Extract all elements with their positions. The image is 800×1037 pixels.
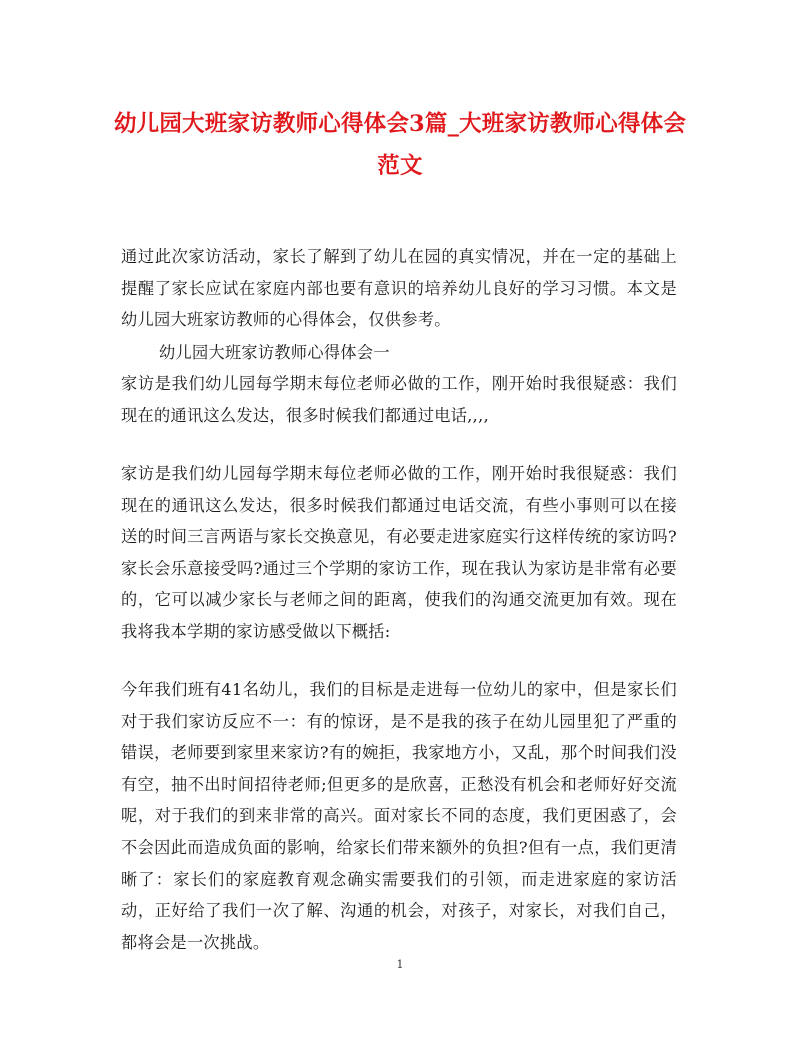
body-paragraph-2: 今年我们班有41名幼儿，我们的目标是走进每一位幼儿的家中，但是家长们对于我们家访反应不一：有的惊讶，是不是我的孩子在幼儿园里犯了严重的错误，老师要到家里来家访?有的婉拒，我家地方小，又乱，那个时间我们没有空，抽不出时间招待老师;但更多的是欣喜，正愁没有机会和老师好好交流呢，对于我们的到来非常的高兴。面对家长不同的态度，我们更困惑了，会不会因此而造成负面的影响，给家长们带来额外的负担?但有一点，我们更清晰了：家长们的家庭教育观念确实需要我们的引领，而走进家庭的家访活动，正好给了我们一次了解、沟通的机会，对孩子，对家长，对我们自己，都将会是一次挑战。 (121, 680, 677, 952)
intro-paragraph: 通过此次家访活动，家长了解到了幼儿在园的真实情况，并在一定的基础上提醒了家长应试在家庭内部也要有意识的培养幼儿良好的学习习惯。本文是幼儿园大班家访教师的心得体会，仅供参考。 (121, 247, 677, 330)
document-title: 幼儿园大班家访教师心得体会3篇_大班家访教师心得体会范文 (113, 111, 687, 179)
section-heading: 幼儿园大班家访教师心得体会一 (159, 343, 390, 362)
body-paragraph-1: 家访是我们幼儿园每学期末每位老师必做的工作，刚开始时我很疑惑：我们现在的通讯这么发达，很多时候我们都通过电话交流，有些小事则可以在接送的时间三言两语与家长交换意见，有必要走进家庭实行这样传统的家访吗?家长会乐意接受吗?通过三个学期的家访工作，现在我认为家访是非常有必要的，它可以减少家长与老师之间的距离，使我们的沟通交流更加有效。现在我将我本学期的家访感受做以下概括: (121, 464, 677, 641)
summary-paragraph: 家访是我们幼儿园每学期末每位老师必做的工作，刚开始时我很疑惑：我们现在的通讯这么发达，很多时候我们都通过电话,,,, (121, 374, 677, 425)
page-number: 1 (396, 958, 404, 971)
